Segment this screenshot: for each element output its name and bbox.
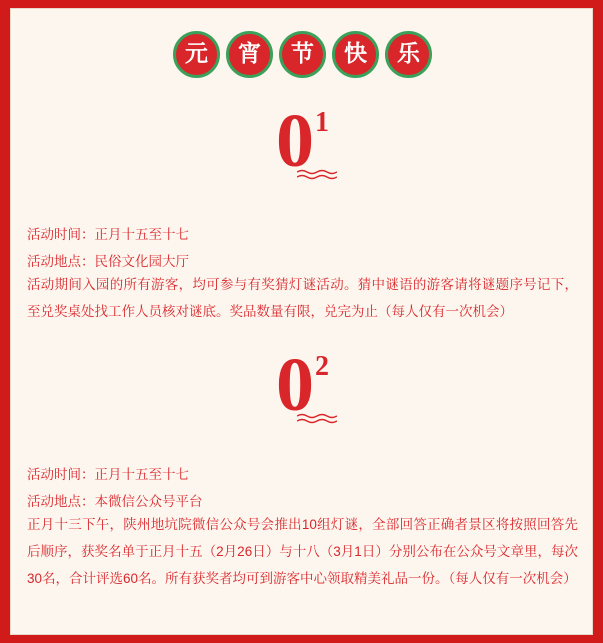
title-badge-row xyxy=(11,31,593,78)
section-1-body-wrap xyxy=(27,271,578,339)
decor-border-bottom xyxy=(0,635,603,643)
section-number-index: 1 xyxy=(315,107,329,138)
section-2-place: 活动地点：本微信公众号平台 xyxy=(27,494,203,509)
section-1-place: 活动地点：民俗文化园大厅 xyxy=(27,254,189,269)
poster-page xyxy=(10,8,593,635)
wave-underline-icon xyxy=(297,413,337,425)
section-1-time: 活动时间：正月十五至十七 xyxy=(27,227,189,242)
section-number-index: 2 xyxy=(315,351,329,382)
decor-border-right xyxy=(593,0,603,643)
title-badge: 节 xyxy=(279,31,326,78)
title-badge: 宵 xyxy=(226,31,273,78)
section-2-meta xyxy=(27,461,578,515)
title-badge: 快 xyxy=(332,31,379,78)
section-number-1 xyxy=(11,101,593,181)
section-2-body-wrap xyxy=(27,511,578,606)
section-2-time: 活动时间：正月十五至十七 xyxy=(27,467,189,482)
wave-underline-icon xyxy=(297,169,337,181)
section-number-2 xyxy=(11,345,593,425)
section-2-body: 正月十三下午，陕州地坑院微信公众号会推出10组灯谜，全部回答正确者景区将按照回答先后顺序，获奖名单于正月十五（2月26日）与十八（3月1日）分别公布在公众号文章里，每次30名，合计评选60名。所有获奖者均可到游客中心领取精美礼品一份。（每人仅有一次机会） xyxy=(27,517,578,586)
section-number-zero: 0 xyxy=(276,343,314,427)
title-badge: 元 xyxy=(173,31,220,78)
title-badge: 乐 xyxy=(385,31,432,78)
section-1-body: 活动期间入园的所有游客，均可参与有奖猜灯谜活动。猜中谜语的游客请将谜题序号记下，至兑奖桌处找工作人员核对谜底。奖品数量有限，兑完为止（每人仅有一次机会） xyxy=(27,277,578,319)
decor-border-top xyxy=(0,0,603,8)
section-1-meta xyxy=(27,221,578,275)
section-number-zero: 0 xyxy=(276,99,314,183)
decor-border-left xyxy=(0,0,10,643)
